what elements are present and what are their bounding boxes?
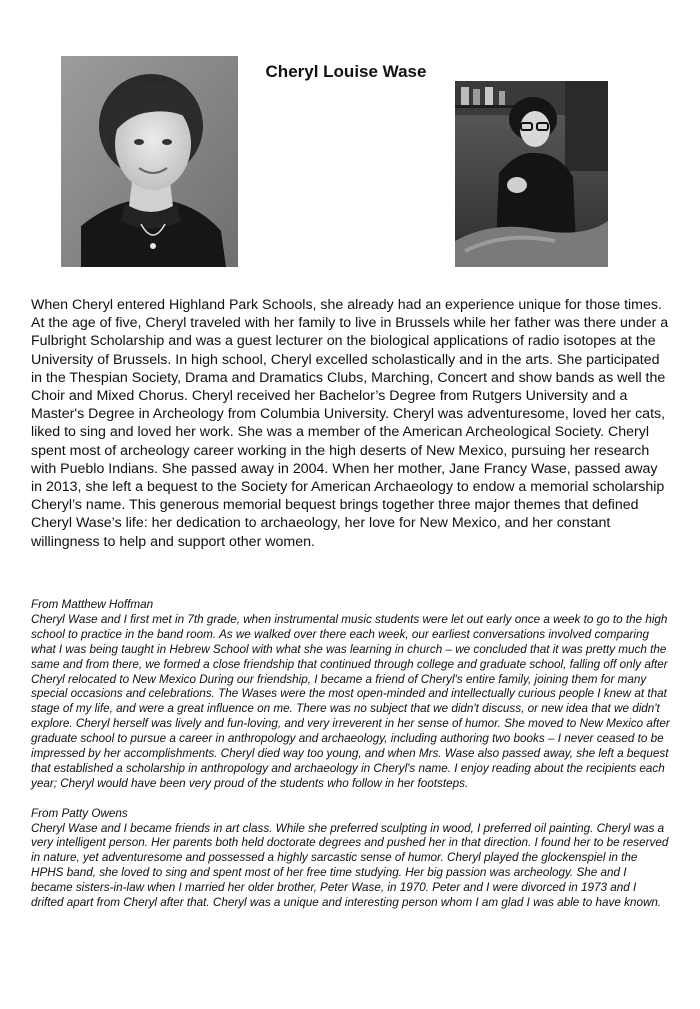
biography-paragraph: When Cheryl entered Highland Park Schools, she already had an experience unique for those times. At the age of five, Cheryl traveled with her family to live in Brussels while her father was there under a Fulbright Scholarship and was a guest lecturer on the biological applications of radio isotopes at the University of Brussels. In high school, Cheryl excelled scholastically and in the arts. She participated in the Thespian Society, Drama and Dramatics Clubs, Marching, Concert and show bands as well the Choir and Mixed Chorus. Cheryl received her Bachelor’s Degree from Rutgers University and a Master's Degree in Archeology from Columbia University. Cheryl was adventuresome, loved her cats, liked to sing and loved her work. She was a member of the American Archeological Society. Cheryl spent most of archeology career working in the high deserts of New Mexico, pursuing her research with Pueblo Indians. She passed away in 2004. When her mother, Jane Francy Wase, passed away in 2013, she left a bequest to the Society for American Archaeology to endow a memorial scholarship Cheryl’s name. This generous memorial bequest brings together three major themes that defined Cheryl Wase’s life: her dedication to archaeology, her love for New Mexico, and her constant willingness to help and support other women.: [31, 297, 669, 550]
candid-photo: [455, 81, 608, 267]
memory-author: From Patty Owens: [31, 806, 128, 820]
memories-section: [31, 598, 671, 926]
portrait-photo-icon: [61, 56, 238, 267]
memory-text: Cheryl Wase and I first met in 7th grade, when instrumental music students were let out early once a week to go to the high school to practice in the band room. As we walked over there each week, our earliest conversations involved comparing what I was being taught in Hebrew School with what she was learning in church – we concluded that it was pretty much the same and from there, we formed a close friendship that continued through college and graduate school, falling off only after Cheryl relocated to New Mexico During our friendship, I became a friend of Cheryl's entire family, joining them for many special occasions and celebrations. The Wases were the most open-minded and intellectually curious people I knew at that stage of my life, and were a great influence on me. There was no subject that we didn't discuss, or new idea that we didn't explore. Cheryl herself was lively and fun-loving, and very irreverent in her sense of humor. She moved to New Mexico after graduate school to pursue a career in anthropology and archaeology, including authoring two books – I never ceased to be impressed by her accomplishments. Cheryl died way too young, and when Mrs. Wase also passed away, she left a bequest that established a scholarship in anthropology and archaeology in Cheryl's name. I enjoy reading about the recipients each year; Cheryl would have been very proud of the students who follow in her footsteps.: [31, 612, 670, 790]
memory-text: Cheryl Wase and I became friends in art class. While she preferred sculpting in wood, I preferred oil painting. Cheryl was a very intelligent person. Her parents both held doctorate degrees and pushed her in that direction. I found her to be reserved in nature, yet adventuresome and possessed a highly sarcastic sense of humor. Cheryl played the glockenspiel in the HPHS band, she loved to sing and spent most of her free time studying. Her big passion was archeology. She and I became sisters-in-law when I married her older brother, Peter Wase, in 1970. Peter and I were divorced in 1973 and I drifted apart from Cheryl after that. Cheryl was a unique and interesting person whom I am glad I was able to have known.: [31, 821, 669, 910]
page-title: Cheryl Louise Wase: [265, 62, 427, 81]
memory-author: From Matthew Hoffman: [31, 598, 154, 611]
memory-entry: [31, 598, 671, 792]
candid-photo-icon: [455, 81, 608, 267]
portrait-photo: [61, 56, 238, 267]
memory-entry: [31, 807, 671, 911]
